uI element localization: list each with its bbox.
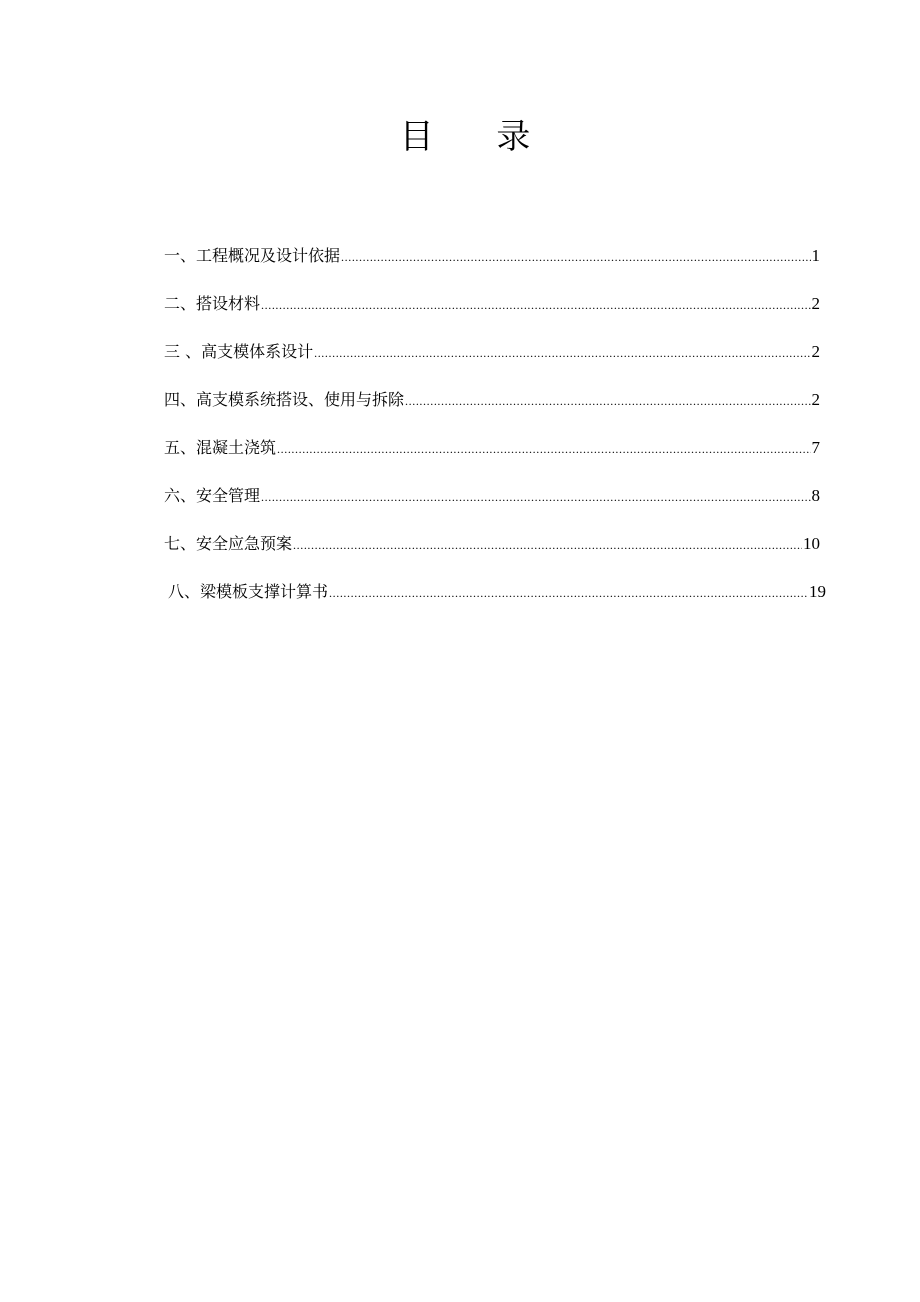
- toc-entry-label: 八、梁模板支撑计算书: [168, 582, 329, 601]
- toc-entry-page: 2: [811, 342, 820, 361]
- toc-entry-label: 五、混凝土浇筑: [164, 438, 277, 457]
- toc-entry[interactable]: [164, 528, 820, 576]
- toc-entry-page: 8: [811, 486, 820, 505]
- toc-entry-page: 2: [811, 294, 820, 313]
- toc-entry[interactable]: [164, 336, 820, 384]
- toc-leader-dots: [329, 577, 808, 609]
- toc-entry-page: 7: [811, 438, 820, 457]
- toc-entry-label: 二、搭设材料: [164, 294, 261, 313]
- toc-leader-dots: [405, 385, 810, 417]
- toc-entry-page: 19: [809, 582, 826, 601]
- toc-entry-label: 三 、高支模体系设计: [164, 342, 314, 361]
- toc-entry-page: 10: [803, 534, 820, 553]
- toc-entry[interactable]: [164, 240, 820, 288]
- toc-leader-dots: [261, 289, 810, 321]
- toc-title: 目 录: [399, 117, 557, 157]
- table-of-contents: [164, 240, 826, 624]
- toc-leader-dots: [261, 481, 810, 513]
- toc-entry-label: 六、安全管理: [164, 486, 261, 505]
- toc-leader-dots: [314, 337, 810, 369]
- toc-entry-label: 七、安全应急预案: [164, 534, 293, 553]
- toc-entry[interactable]: [164, 432, 820, 480]
- toc-leader-dots: [293, 529, 802, 561]
- toc-entry-label: 四、高支模系统搭设、使用与拆除: [164, 390, 405, 409]
- toc-entry-page: 1: [811, 246, 820, 265]
- toc-leader-dots: [341, 241, 810, 273]
- toc-entry[interactable]: [164, 384, 820, 432]
- toc-leader-dots: [277, 433, 810, 465]
- toc-entry[interactable]: [164, 576, 826, 624]
- toc-entry-label: 一、工程概况及设计依据: [164, 246, 341, 265]
- toc-entry-page: 2: [811, 390, 820, 409]
- toc-entry[interactable]: [164, 480, 820, 528]
- toc-entry[interactable]: [164, 288, 820, 336]
